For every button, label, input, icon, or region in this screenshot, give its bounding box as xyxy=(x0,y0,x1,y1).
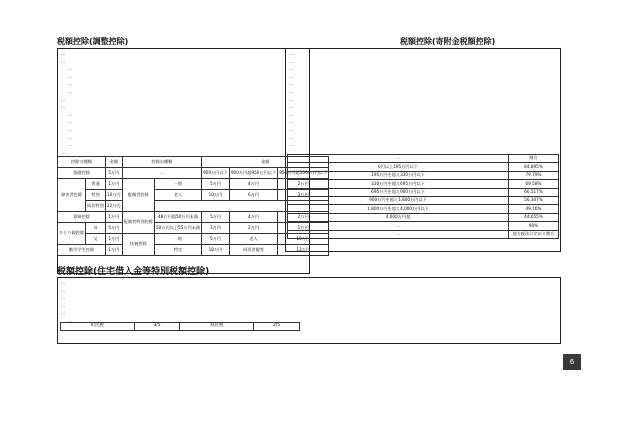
table-cell: 13万円 xyxy=(278,245,329,256)
text-line: … xyxy=(289,120,294,126)
table-cell: 1万円 xyxy=(105,212,122,223)
text-line: … xyxy=(289,127,294,133)
text-line: … xyxy=(61,311,66,317)
text-line: … xyxy=(61,303,66,309)
table-cell: 90% xyxy=(509,222,559,230)
text-line: … xyxy=(68,318,73,324)
table-cell: 5万円 xyxy=(202,234,230,245)
table-cell: 84.895% xyxy=(509,163,559,171)
table-cell: 特定 xyxy=(154,245,201,256)
text-line: … xyxy=(289,112,294,118)
donation-rate-table xyxy=(287,154,559,239)
table-cell: 330万円を超え695万円以下 xyxy=(288,180,509,188)
text-line: … xyxy=(289,143,294,149)
table-cell: 5万円 xyxy=(105,223,122,234)
table-cell: 4万円 xyxy=(229,179,277,190)
table-header: 950万円超1000万円以下 xyxy=(278,168,329,179)
table-cell: 900万円を超え1,800万円以下 xyxy=(288,196,509,204)
text-line: … xyxy=(289,135,294,141)
table-cell: … xyxy=(288,230,509,238)
table-cell: 18万円 xyxy=(202,245,230,256)
text-line: … xyxy=(289,52,294,57)
heading-housing-loan-deduction: 税額控除(住宅借入金等特別税額控除) xyxy=(57,267,210,277)
table-cell: 48万円超50万円未満 xyxy=(154,212,201,223)
text-line: … xyxy=(68,74,73,80)
housing-loan-deduction-box xyxy=(57,277,561,344)
table-header: 控除の種類 xyxy=(122,157,202,168)
text-line: … xyxy=(289,59,294,65)
table-cell: 母 xyxy=(86,223,106,234)
table-cell: 1万円 xyxy=(105,245,122,256)
table-cell: 老人 xyxy=(154,190,201,201)
table-cell: 3/5 xyxy=(134,323,180,331)
tax-split-table xyxy=(60,322,300,331)
table-cell: 配偶者特別控除 xyxy=(122,212,154,234)
table-cell: 同居老親等 xyxy=(229,245,277,256)
table-cell: 老人 xyxy=(229,234,277,245)
table-header: 900万円以下 xyxy=(202,168,230,179)
text-line: … xyxy=(61,288,66,294)
table-cell: 配偶者控除 xyxy=(122,179,154,212)
table-cell: 2万円 xyxy=(229,223,277,234)
heading-adjustment-deduction: 税額控除(調整控除) xyxy=(57,37,129,46)
table-cell: 一般 xyxy=(154,234,201,245)
table-header: 控除の種類 xyxy=(58,157,106,168)
page-number: 6 xyxy=(563,354,581,370)
text-line: … xyxy=(289,89,294,95)
text-line: … xyxy=(289,105,294,111)
table-cell: 2万円 xyxy=(278,212,329,223)
table-cell: 4万円 xyxy=(229,212,277,223)
table-cell: 66.517% xyxy=(509,188,559,196)
table-cell: 79.79% xyxy=(509,171,559,179)
table-cell: … xyxy=(122,168,202,179)
text-line: … xyxy=(61,52,66,57)
table-header: 金額 xyxy=(202,157,329,168)
table-header: 900万円超950万円以下 xyxy=(229,168,277,179)
text-line: … xyxy=(68,135,73,141)
table-cell: 10万円 xyxy=(105,190,122,201)
text-line: … xyxy=(289,74,294,80)
table-cell: 4,000万円超 xyxy=(288,213,509,221)
text-line: … xyxy=(289,67,294,73)
table-header: 金額 xyxy=(105,157,122,168)
text-line: … xyxy=(68,120,73,126)
table-header: … xyxy=(288,155,509,163)
table-cell: … xyxy=(288,222,509,230)
text-line: … xyxy=(68,127,73,133)
table-cell: 22万円 xyxy=(105,201,122,212)
text-line: … xyxy=(68,67,73,73)
text-line: … xyxy=(61,150,66,156)
table-cell: 寡婦控除 xyxy=(58,212,106,223)
table-cell: 50万円以上55万円未満 xyxy=(154,223,201,234)
table-cell: 障害者控除 xyxy=(58,179,86,212)
table-cell: 44.055% xyxy=(509,213,559,221)
table-cell: 1万円 xyxy=(105,179,122,190)
table-cell: ひとり親控除 xyxy=(58,223,86,245)
table-cell: 3万円 xyxy=(278,190,329,201)
table-cell: 1,800万円を超え4,000万円以下 xyxy=(288,205,509,213)
table-cell: 10万円 xyxy=(202,190,230,201)
table-cell: 195万円を超え330万円以下 xyxy=(288,171,509,179)
table-cell: 2万円 xyxy=(278,179,329,190)
text-line: … xyxy=(68,82,73,88)
table-cell: 49.16% xyxy=(509,205,559,213)
text-line: … xyxy=(61,281,66,286)
table-cell: 695万円を超え900万円以下 xyxy=(288,188,509,196)
table-cell: 1万円 xyxy=(105,234,122,245)
text-line: … xyxy=(61,296,66,302)
table-cell: 基礎控除 xyxy=(58,168,106,179)
text-line: … xyxy=(289,82,294,88)
table-cell: 69.58% xyxy=(509,180,559,188)
table-cell: 扶養控除 xyxy=(122,234,154,256)
table-cell: 3万円 xyxy=(202,223,230,234)
text-line: … xyxy=(68,112,73,118)
table-cell: 勤労学生控除 xyxy=(58,245,106,256)
table-cell: 0円以上195万円以下 xyxy=(288,163,509,171)
table-cell: 56.307% xyxy=(509,196,559,204)
text-line: … xyxy=(289,97,294,103)
table-cell: 父 xyxy=(86,234,106,245)
table-cell: 県民税 xyxy=(180,323,254,331)
table-cell: 地方税法に定める割合 xyxy=(509,230,559,238)
table-cell: 5万円 xyxy=(105,168,122,179)
table-cell: 同居特別 xyxy=(86,201,106,212)
text-line: … xyxy=(61,97,66,103)
text-line: … xyxy=(61,59,66,65)
table-cell: 町民税 xyxy=(61,323,135,331)
table-header: 割合 xyxy=(509,155,559,163)
table-cell: 普通 xyxy=(86,179,106,190)
table-cell: 2/5 xyxy=(254,323,300,331)
table-cell: 一般 xyxy=(154,179,201,190)
text-line: … xyxy=(61,105,66,111)
table-cell: 6万円 xyxy=(229,190,277,201)
table-cell: 5万円 xyxy=(202,179,230,190)
table-cell: 特別 xyxy=(86,190,106,201)
heading-donation-deduction: 税額控除(寄附金税額控除) xyxy=(400,37,496,46)
table-cell: 10万円 xyxy=(278,234,329,245)
table-cell: 5万円 xyxy=(202,212,230,223)
text-line: … xyxy=(68,143,73,149)
table-cell: 1万円 xyxy=(278,223,329,234)
text-line: … xyxy=(68,89,73,95)
